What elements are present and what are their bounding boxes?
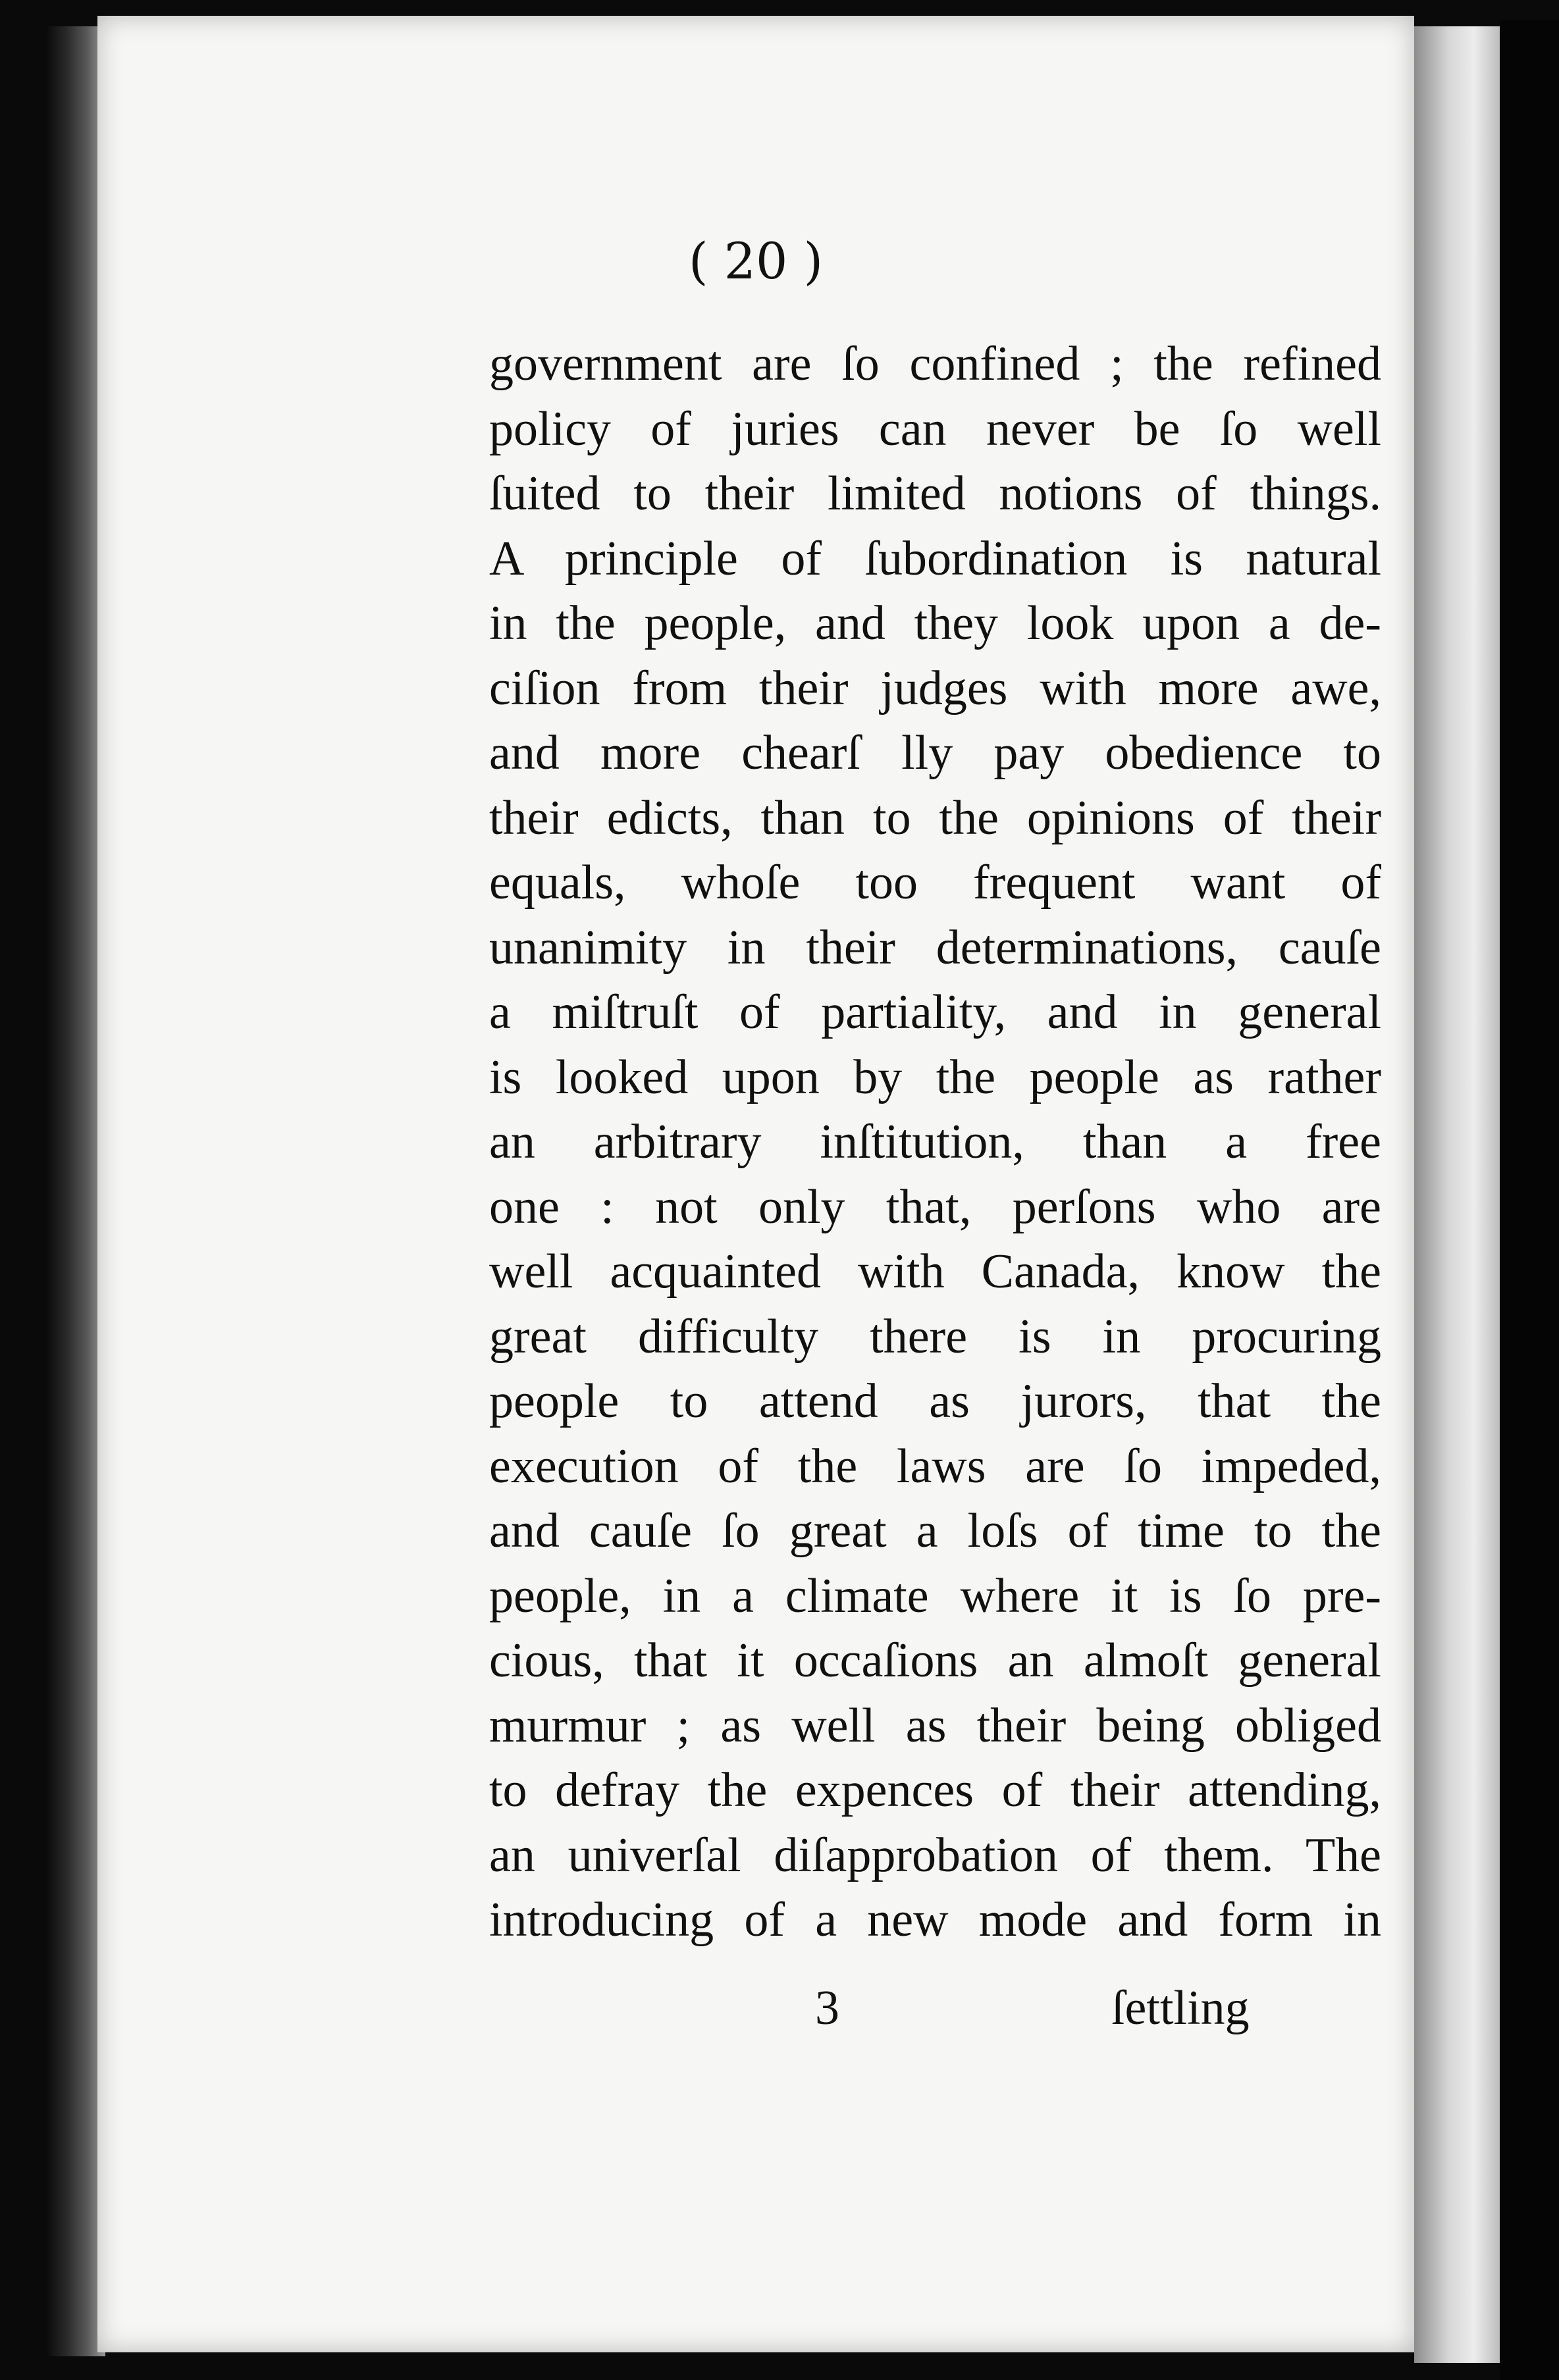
text-line: one : not only that, perſons who are [489,1179,1381,1234]
text-line: an arbitrary inſtitution, than a free [489,1115,1381,1169]
catchword: ſettling [1111,1981,1250,2035]
text-line: a miſtruſt of partiality, and in general [489,985,1381,1039]
text-line: great difficulty there is in procuring [489,1309,1381,1364]
text-line: and cauſe ſo great a loſs of time to the [489,1504,1381,1558]
text-line: to defray the expences of their attending, [489,1763,1381,1817]
signature-mark: 3 [815,1981,839,2035]
book-page [97,16,1414,2352]
right-shadow [1500,20,1559,2380]
text-line: execution of the laws are ſo impeded, [489,1439,1381,1493]
text-line: people, in a climate where it is ſo pre- [489,1568,1381,1623]
text-line: in the people, and they look upon a de- [489,596,1381,650]
text-line: ſuited to their limited notions of things. [489,467,1381,521]
text-line: murmur ; as well as their being obliged [489,1698,1381,1753]
book-spine [46,26,105,2356]
text-line: cious, that it occaſions an almoſt general [489,1634,1381,1688]
text-line: well acquainted with Canada, know the [489,1245,1381,1299]
body-text [489,332,1381,1953]
text-line: government are ſo confined ; the refined [489,337,1381,391]
text-line: is looked upon by the people as rather [489,1050,1381,1104]
text-line: people to attend as jurors, that the [489,1374,1381,1428]
text-line: introducing of a new mode and form in [489,1893,1381,1947]
text-line: an univerſal diſapprobation of them. The [489,1828,1381,1882]
text-line: unanimity in their determinations, cauſe [489,920,1381,975]
text-line: and more chearſ lly pay obedience to [489,726,1381,780]
text-line: their edicts, than to the opinions of their [489,790,1381,845]
page-number-header: ( 20 ) [688,232,824,290]
text-line: policy of juries can never be ſo well [489,401,1381,456]
facing-page-edge [1414,26,1500,2363]
text-line: A principle of ſubordination is natural [489,531,1381,586]
text-line: equals, whoſe too frequent want of [489,856,1381,910]
text-line: ciſion from their judges with more awe, [489,661,1381,715]
